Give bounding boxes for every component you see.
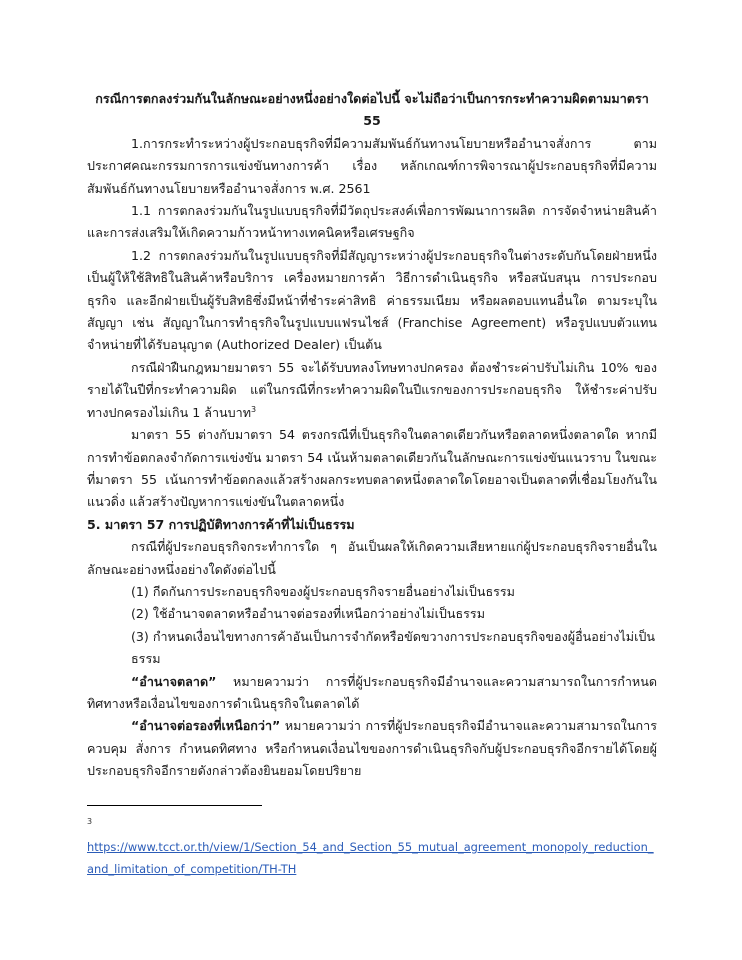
footnote-number: 3 xyxy=(87,817,93,826)
paragraph-section-5: กรณีที่ผู้ประกอบธุรกิจกระทำการใด ๆ อันเป็นผลให้เกิดความเสียหายแก่ผู้ประกอบธุรกิจรายอื่นในลักษณะอย่างหนึ่งอย่างใดดังต่อไปนี้ xyxy=(87,539,657,577)
paragraph-1-1: 1.1 การตกลงร่วมกันในรูปแบบธุรกิจที่มีวัตถุประสงค์เพื่อการพัฒนาการผลิต การจัดจำหน่ายสินค้าและการส่งเสริมให้เกิดความก้าวหน้าทางเทคนิคหรือเศรษฐกิจ xyxy=(87,203,657,241)
definition-market-power xyxy=(87,671,657,716)
section-5-heading: 5. มาตรา 57 การปฏิบัติทางการค้าที่ไม่เป็นธรรม xyxy=(87,516,355,532)
footnote-link[interactable]: https://www.tcct.or.th/view/1/Section_54_and_Section_55_mutual_agreement_monopoly_reduction_and_limitation_of_competition/TH-TH xyxy=(87,840,654,876)
footnote-divider xyxy=(87,805,262,806)
paragraph-comparison: มาตรา 55 ต่างกับมาตรา 54 ตรงกรณีที่เป็นธุรกิจในตลาดเดียวกันหรือตลาดหนึ่งตลาดใด หากมีการทำข้อตกลงจำกัดการแข่งขัน มาตรา 54 เน้นห้ามตลาดเดียวกันในลักษณะการแข่งขันแนวราบ ในขณะที่มาตรา 55 เน้นการทำข้อตกลงแล้วสร้างผลกระทบตลาดหนึ่งตลาดใดโดยอาจเป็นตลาดที่เชื่อมโยงกันในแนวดิ่ง แล้วสร้างปัญหาการแข่งขันในตลาดหนึ่ง xyxy=(87,427,657,510)
definition-term: “อำนาจต่อรองที่เหนือกว่า” xyxy=(131,718,281,734)
footnote-marker: 3 xyxy=(251,404,257,414)
list-item-1: (1) กีดกันการประกอบธุรกิจของผู้ประกอบธุรกิจรายอื่นอย่างไม่เป็นธรรม xyxy=(131,583,515,599)
list-item-3: (3) กำหนดเงื่อนไขทางการค้าอันเป็นการจำกัดหรือขัดขวางการประกอบธุรกิจของผู้อื่นอย่างไม่เป็นธรรม xyxy=(131,628,655,667)
paragraph-penalty xyxy=(87,357,657,424)
paragraph-1-2: 1.2 การตกลงร่วมกันในรูปแบบธุรกิจที่มีสัญญาระหว่างผู้ประกอบธุรกิจในต่างระดับกันโดยฝ่ายหนึ่งเป็นผู้ให้ใช้สิทธิในสินค้าหรือบริการ เครื่องหมายการค้า วิธีการดำเนินธุรกิจ หรือสนับสนุน การประกอบธุรกิจ และอีกฝ่ายเป็นผู้รับสิทธิซึ่งมีหน้าที่ชำระค่าสิทธิ ค่าธรรมเนียม หรือผลตอบแทนอื่นใด ตามระบุในสัญญา เช่น สัญญาในการทำธุรกิจในรูปแบบแฟรนไชส์ (Franchise Agreement) หรือรูปแบบตัวแทนจำหน่ายที่ได้รับอนุญาต (Authorized Dealer) เป็นต้น xyxy=(87,247,657,353)
list-item-2: (2) ใช้อำนาจตลาดหรืออำนาจต่อรองที่เหนือกว่าอย่างไม่เป็นธรรม xyxy=(131,606,485,622)
definition-text: หมายความว่า การที่ผู้ประกอบธุรกิจมีอำนาจและความสามารถในการควบคุม สั่งการ กำหนดทิศทาง หรือกำหนดเงื่อนไขของการดำเนินธุรกิจกับผู้ประกอบธุรกิจอีกรายได้โดยผู้ประกอบธุรกิจอีกรายดังกล่าวต้องยินยอมโดยปริยาย xyxy=(87,718,657,779)
definition-term: “อำนาจตลาด” xyxy=(131,673,217,689)
definition-text: หมายความว่า การที่ผู้ประกอบธุรกิจมีอำนาจและความสามารถในการกำหนดทิศทางหรือเงื่อนไขของการดำเนินธุรกิจในตลาดได้ xyxy=(87,673,657,711)
definition-bargaining-power xyxy=(87,715,657,782)
exception-heading: กรณีการตกลงร่วมกันในลักษณะอย่างหนึ่งอย่างใดต่อไปนี้ จะไม่ถือว่าเป็นการกระทำความผิดตามมาตรา 55 xyxy=(95,91,649,129)
page-body xyxy=(87,88,657,783)
paragraph-related-business: 1.การกระทำระหว่างผู้ประกอบธุรกิจที่มีความสัมพันธ์กันทางนโยบายหรืออำนาจสั่งการ ตามประกาศคณะกรรมการการแข่งขันทางการค้า เรื่อง หลักเกณฑ์การพิจารณาผู้ประกอบธุรกิจที่มีความสัมพันธ์กันทางนโยบายหรืออำนาจสั่งการ พ.ศ. 2561 xyxy=(87,135,657,196)
penalty-text: กรณีฝ่าฝืนกฎหมายมาตรา 55 จะได้รับบทลงโทษทางปกครอง ต้องชำระค่าปรับไม่เกิน 10% ของรายได้ในปีที่กระทำความผิด แต่ในกรณีที่กระทำความผิดในปีแรกของการประกอบธุรกิจ ให้ชำระค่าปรับทางปกครองไม่เกิน 1 ล้านบาท xyxy=(87,359,657,420)
